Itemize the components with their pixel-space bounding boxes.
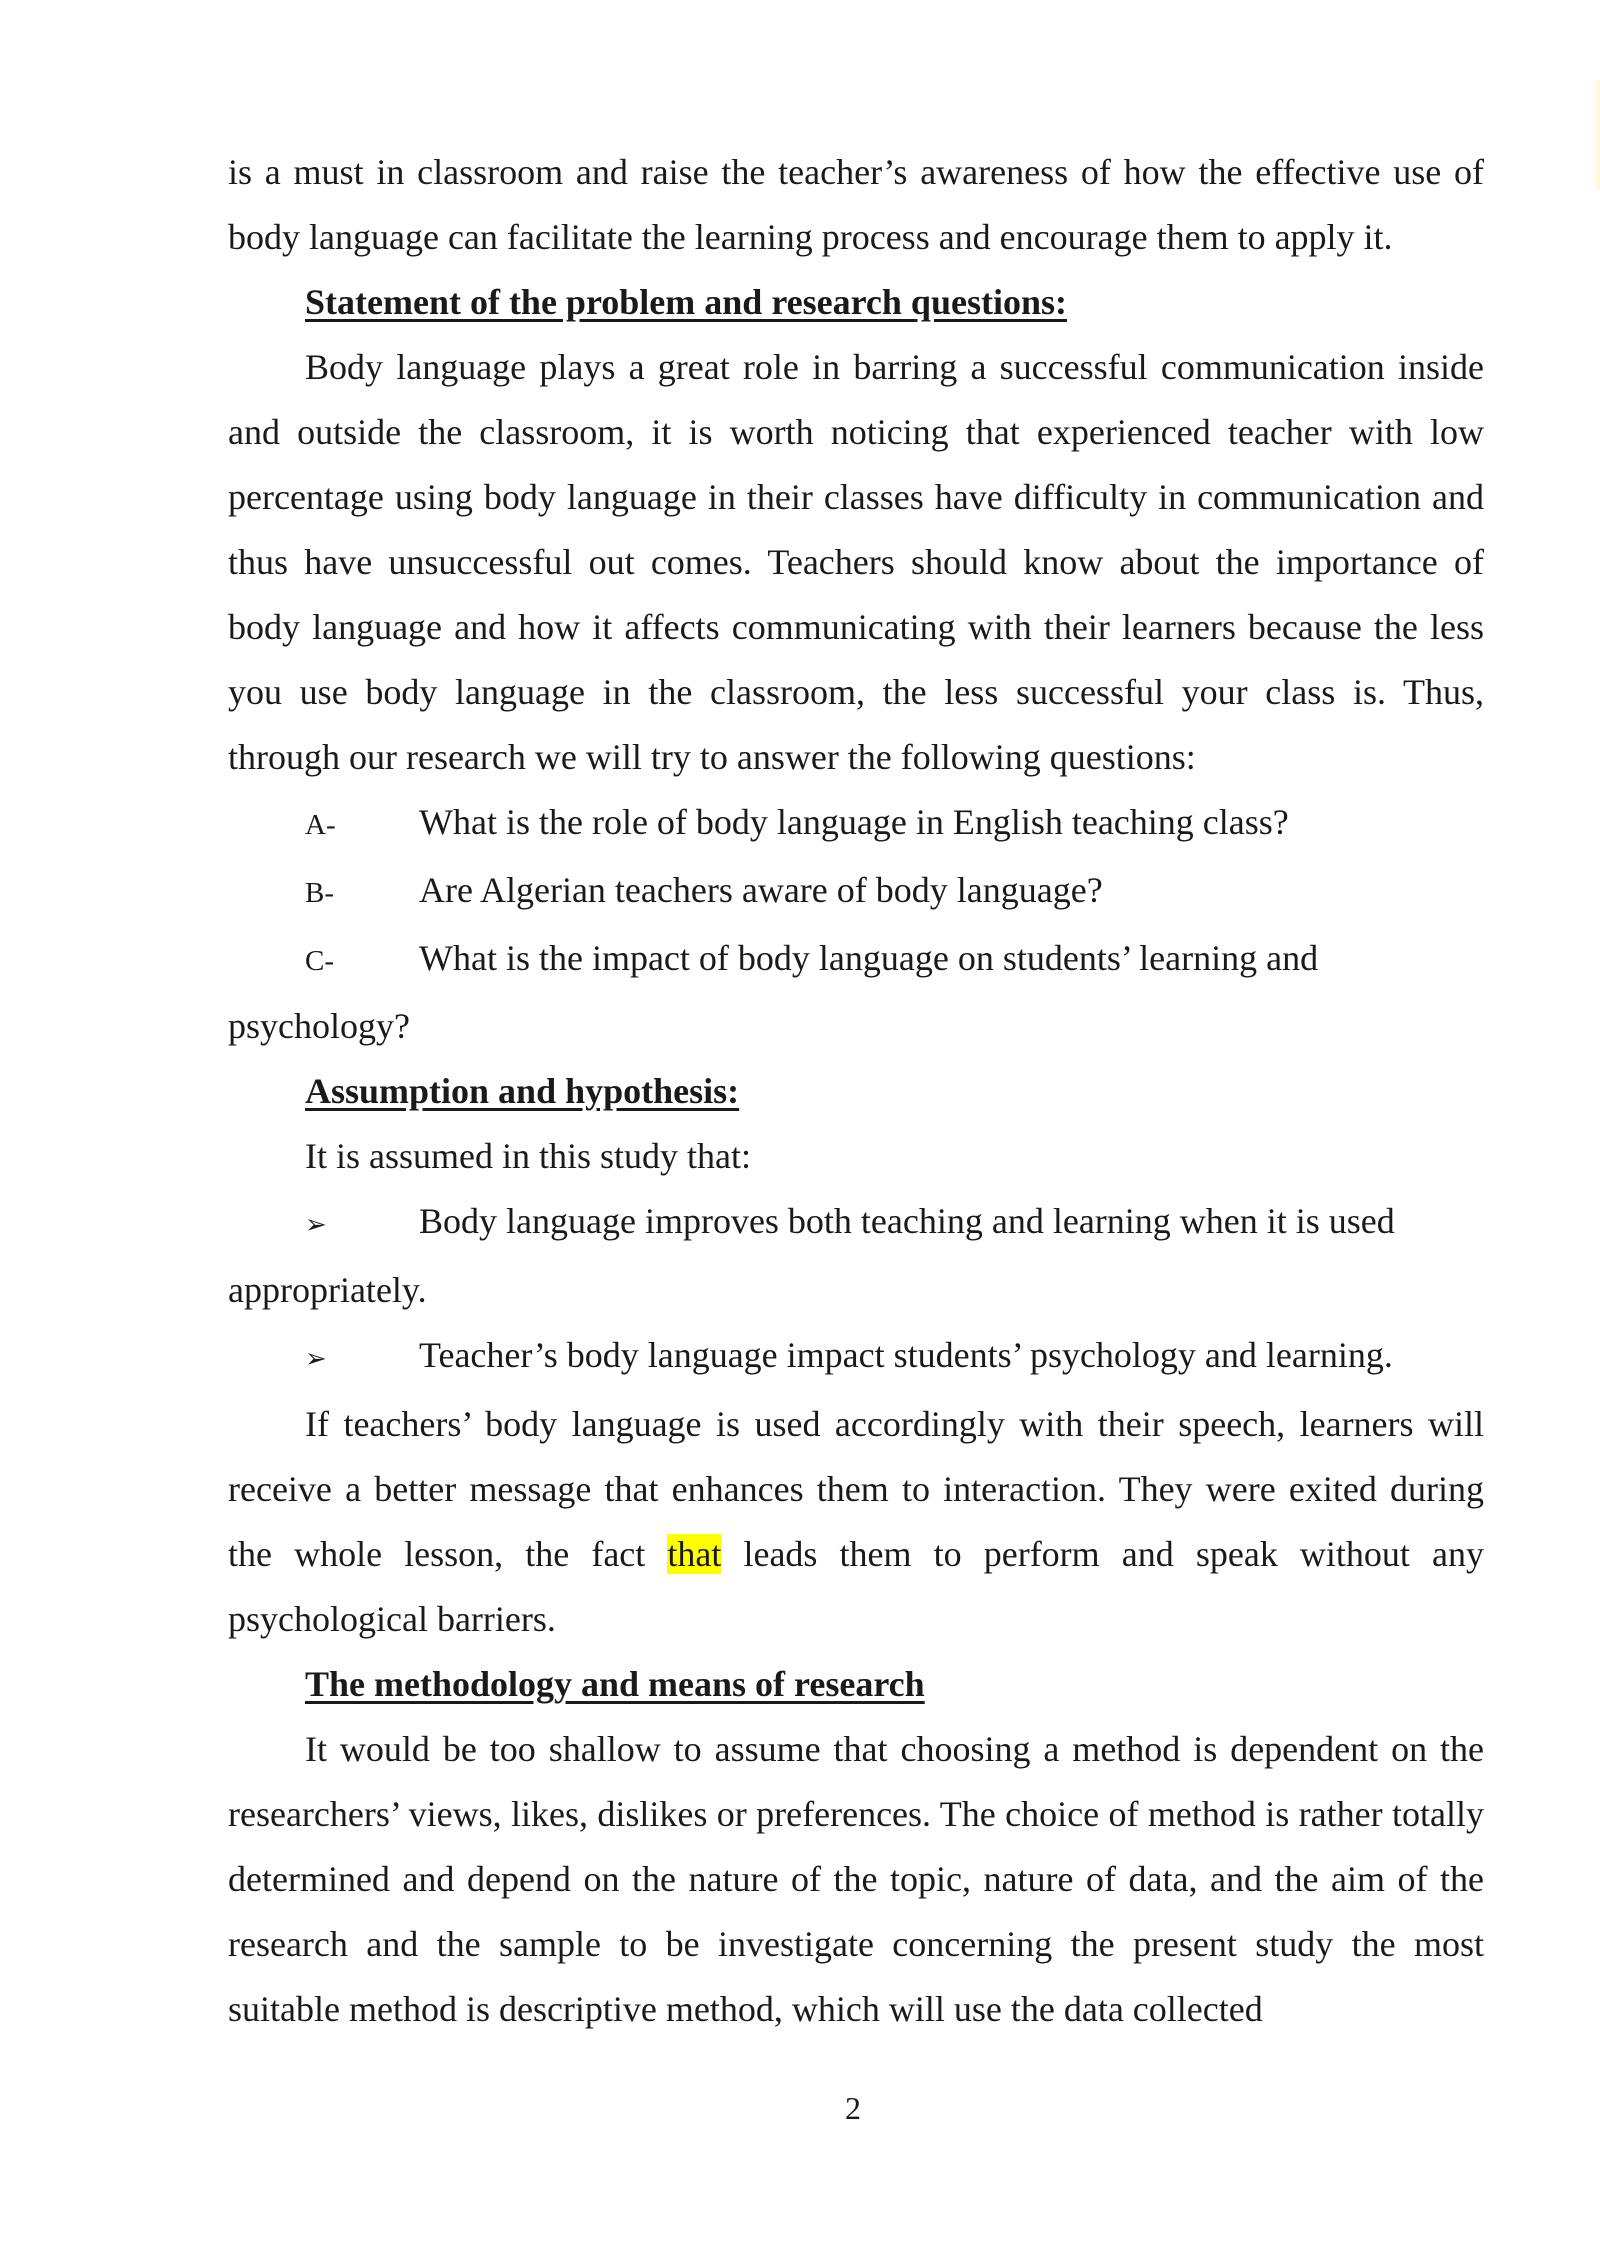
intro-continuation-paragraph: is a must in classroom and raise the teacher’s awareness of how the effective use of body language can facilitate the learning process and encourage them to apply it.	[228, 152, 1484, 257]
question-text: What is the role of body language in English teaching class?	[419, 802, 1289, 842]
highlighted-word: that	[667, 1534, 722, 1574]
hypotheses-list	[228, 1189, 1484, 1392]
questions-list	[228, 790, 1484, 1059]
hypothesis-text: Body language improves both teaching and learning when it is used	[419, 1201, 1395, 1241]
hypothesis-text: Teacher’s body language impact students’ psychology and learning.	[419, 1335, 1393, 1375]
question-marker: B-	[305, 877, 334, 909]
methodology-paragraph: It would be too shallow to assume that choosing a method is dependent on the researchers’ views, likes, dislikes or preferences. The choice of method is rather totally determined and depend on the nature of the topic, nature of data, and the aim of the research and the sample to be investigate concerning the present study the most suitable method is descriptive method, which will use the data collected	[228, 1729, 1484, 2029]
question-item-b	[228, 858, 1484, 926]
assumption-intro: It is assumed in this study that:	[305, 1136, 751, 1176]
problem-heading: Statement of the problem and research questions:	[305, 282, 1067, 322]
hypothesis-continuation: appropriately.	[228, 1270, 427, 1310]
if-teachers-paragraph	[228, 1392, 1484, 1652]
question-item-c	[228, 926, 1484, 994]
question-text: Are Algerian teachers aware of body language?	[419, 870, 1103, 910]
if-teachers-text-start: If teachers’ body language is used accordingly with their speech, learners will receive a better message that enhances them to interaction. They were exited during the whole lesson, the fact	[228, 1404, 1484, 1574]
methodology-heading: The methodology and means of research	[305, 1664, 925, 1704]
question-marker: A-	[305, 809, 336, 841]
question-item-a	[228, 790, 1484, 858]
assumption-heading: Assumption and hypothesis:	[305, 1071, 740, 1111]
page-number: 2	[845, 2090, 861, 2126]
page-edge-shadow	[1592, 80, 1600, 190]
arrow-bullet-icon: ➢	[305, 1344, 327, 1374]
if-teachers-text-end: leads them to perform and speak without any psychological barriers.	[228, 1534, 1484, 1639]
question-marker: C-	[305, 945, 334, 977]
question-continuation: psychology?	[228, 1006, 410, 1046]
document-page	[228, 140, 1484, 2042]
problem-paragraph: Body language plays a great role in barring a successful communication inside and outside the classroom, it is worth noticing that experienced teacher with low percentage using body language in their classes have difficulty in communication and thus have unsuccessful out comes. Teachers should know about the importance of body language and how it affects communicating with their learners because the less you use body language in the classroom, the less successful your class is. Thus, through our research we will try to answer the following questions:	[228, 347, 1484, 777]
hypothesis-item-1	[228, 1189, 1484, 1258]
arrow-bullet-icon: ➢	[305, 1210, 327, 1240]
hypothesis-item-2	[228, 1323, 1484, 1392]
question-text: What is the impact of body language on students’ learning and	[419, 938, 1319, 978]
